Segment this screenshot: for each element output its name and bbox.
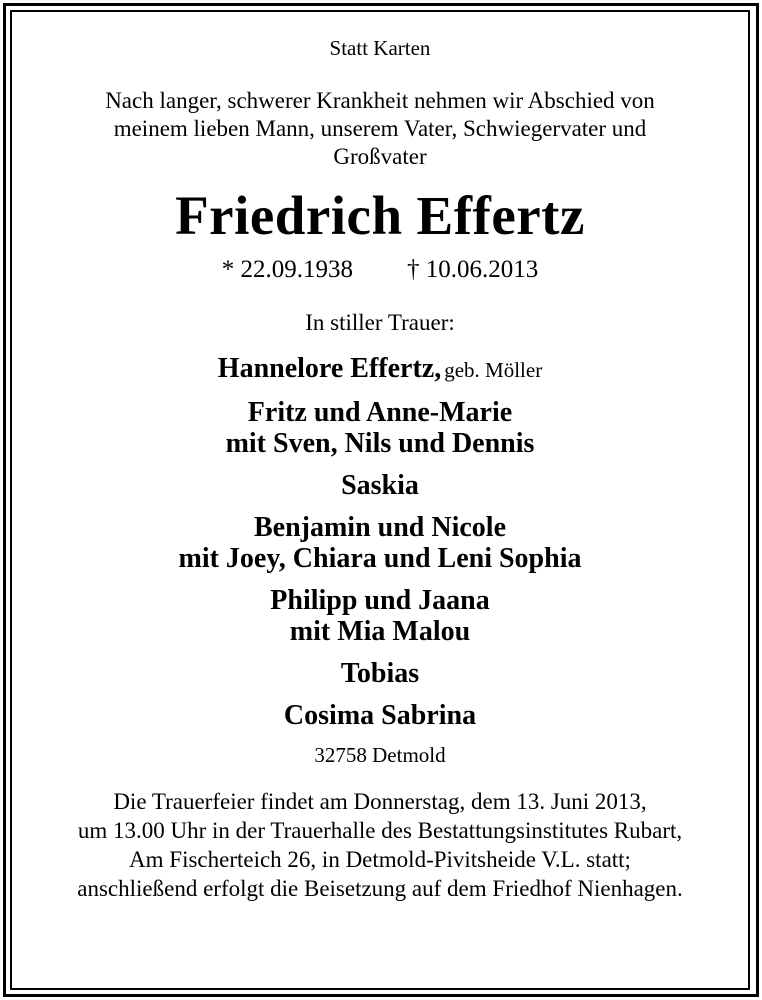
- mourner-line: Tobias: [340, 658, 420, 689]
- service-line: Die Trauerfeier findet am Donnerstag, dem 13. Juni 2013,: [113, 789, 647, 814]
- service-info: [14, 787, 746, 903]
- service-line: anschließend erfolgt die Beisetzung auf dem Friedhof Nienhagen.: [77, 876, 683, 901]
- mourner-line: Saskia: [341, 470, 419, 501]
- mourner-line: mit Joey, Chiara und Leni Sophia: [178, 543, 582, 574]
- mourner-group-spouse: [14, 353, 746, 386]
- deceased-name: [14, 185, 746, 247]
- mourner-line: mit Mia Malou: [289, 616, 471, 647]
- service-line: um 13.00 Uhr in der Trauerhalle des Bestattungsinstitutes Rubart,: [77, 818, 683, 843]
- death-date: † 10.06.2013: [407, 256, 539, 283]
- service-line: Am Fischerteich 26, in Detmold-Pivitsheide V.L. statt;: [129, 847, 631, 872]
- mourner-group: [14, 700, 746, 731]
- mourner-group: [14, 397, 746, 459]
- spouse-maiden-name: geb. Möller: [444, 358, 543, 382]
- mourner-line: Philipp und Jaana: [270, 585, 490, 616]
- mourning-heading: In stiller Trauer:: [305, 310, 455, 335]
- intro-line: Großvater: [333, 144, 427, 169]
- intro-line: meinem lieben Mann, unserem Vater, Schwiegervater und: [113, 116, 647, 141]
- mourner-line: Cosima Sabrina: [283, 700, 477, 731]
- deceased-first-name: Friedrich: [175, 185, 403, 246]
- intro-text: [14, 87, 746, 171]
- obituary-notice: [14, 14, 746, 903]
- mourner-group: [14, 512, 746, 574]
- intro-line: Nach langer, schwerer Krankheit nehmen wir Abschied von: [105, 88, 655, 113]
- spouse-name: Hannelore Effertz,: [217, 353, 442, 384]
- mourner-line: Fritz und Anne-Marie: [247, 397, 513, 428]
- birth-date: * 22.09.1938: [221, 256, 353, 283]
- statt-karten-text: Statt Karten: [329, 36, 431, 60]
- mourner-group: [14, 470, 746, 501]
- mourner-line: mit Sven, Nils und Dennis: [225, 428, 535, 459]
- mourner-group: [14, 585, 746, 647]
- mourner-line: Benjamin und Nicole: [253, 512, 507, 543]
- deceased-last-name: Effertz: [416, 185, 585, 246]
- life-dates: [14, 255, 746, 285]
- mourner-group: [14, 658, 746, 689]
- place-text: 32758 Detmold: [314, 743, 446, 767]
- mourners-list: [14, 353, 746, 731]
